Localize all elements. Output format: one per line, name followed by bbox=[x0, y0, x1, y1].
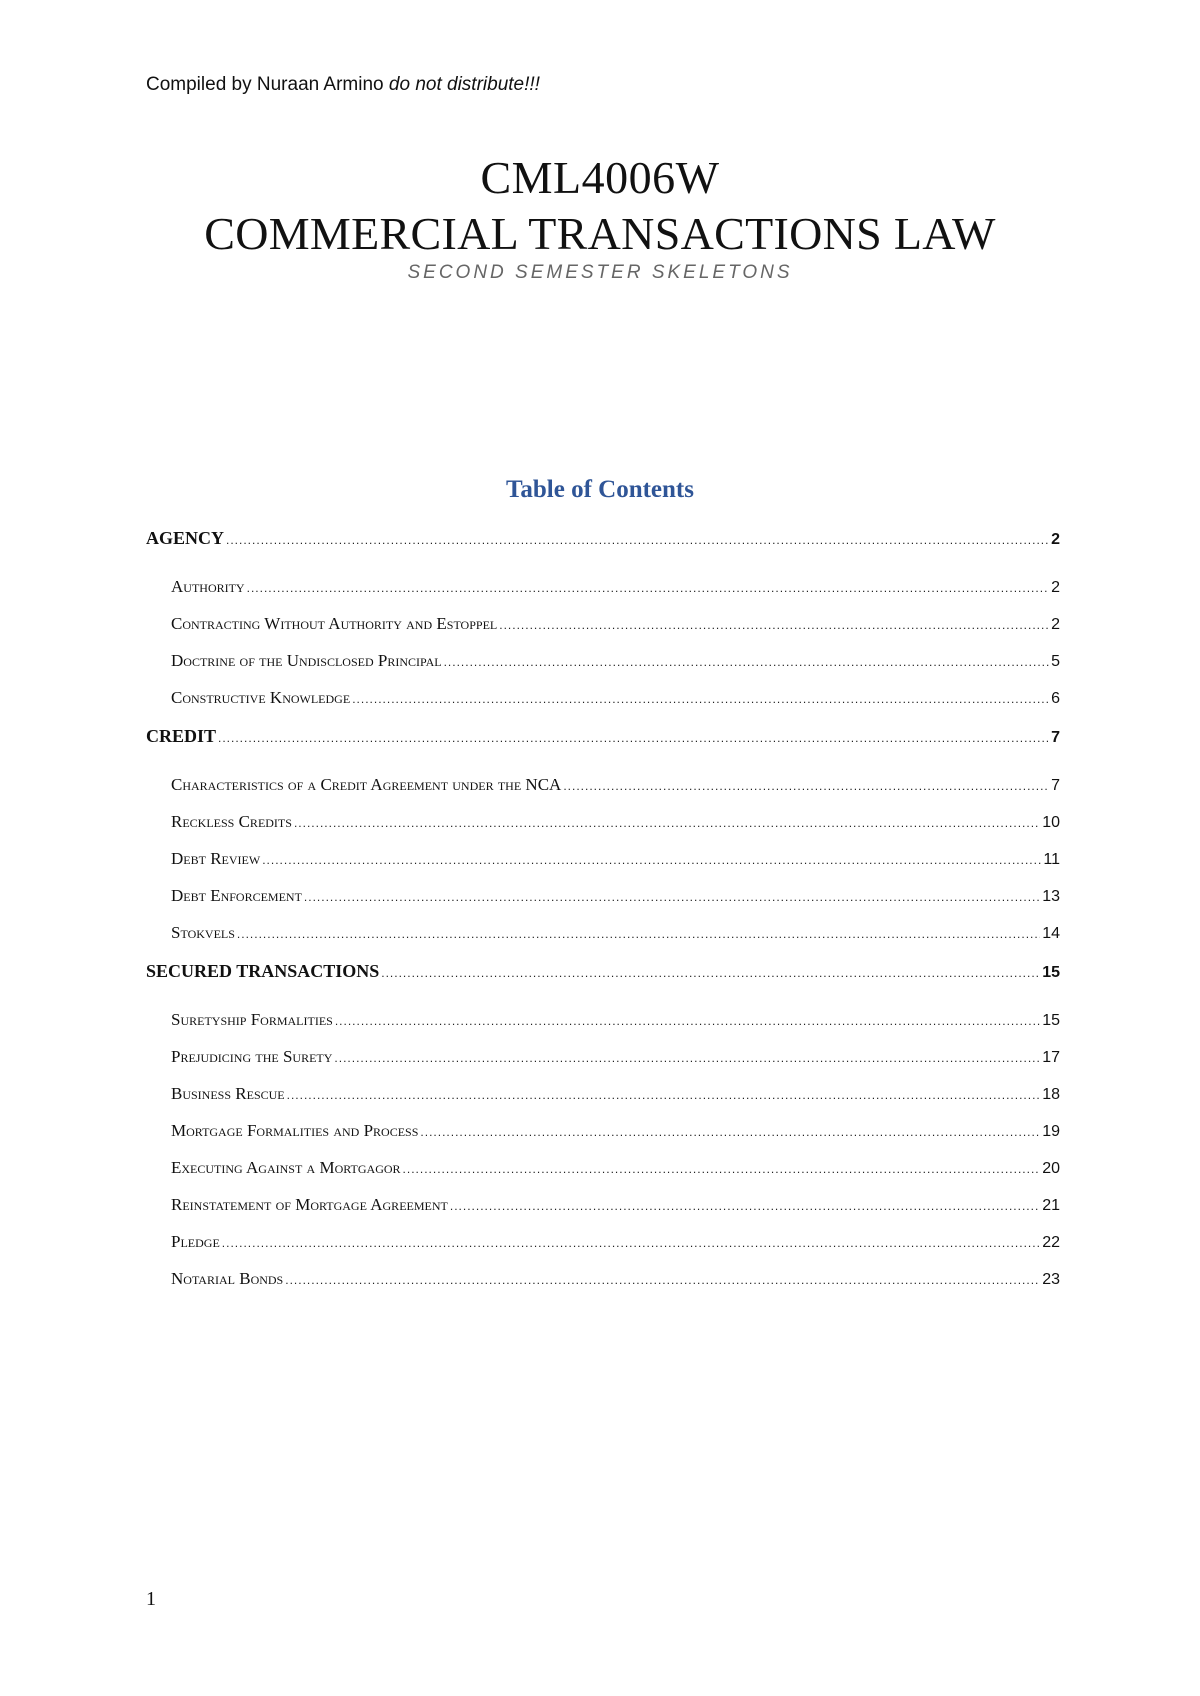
toc-entry-suretyship-formalities[interactable] bbox=[146, 1003, 1060, 1040]
toc-entry-label: Contracting Without Authority and Estoppel bbox=[171, 614, 498, 633]
toc-entry-page: 7 bbox=[1051, 729, 1060, 746]
dot-leader bbox=[352, 682, 1049, 716]
toc-entry-page: 17 bbox=[1042, 1049, 1060, 1066]
toc-section-secured-transactions bbox=[146, 953, 1060, 1299]
dot-leader bbox=[222, 1226, 1040, 1260]
toc-entry-label: Doctrine of the Undisclosed Principal bbox=[171, 651, 442, 670]
toc-entry-label: Constructive Knowledge bbox=[171, 688, 351, 707]
toc-entry-page: 5 bbox=[1051, 653, 1060, 670]
toc-entry-label: Reinstatement of Mortgage Agreement bbox=[171, 1195, 448, 1214]
compiled-by-text: Compiled by Nuraan Armino bbox=[146, 74, 384, 95]
toc-entry-page: 14 bbox=[1042, 925, 1060, 942]
dot-leader bbox=[287, 1078, 1041, 1112]
toc-entry-page: 10 bbox=[1042, 814, 1060, 831]
dot-leader bbox=[294, 806, 1040, 840]
toc-entry-stokvels[interactable] bbox=[146, 916, 1060, 953]
toc-entry-page: 6 bbox=[1051, 690, 1060, 707]
toc-heading: Table of Contents bbox=[506, 476, 694, 503]
toc-entry-label: Prejudicing the Surety bbox=[171, 1047, 333, 1066]
toc-entry-label: Mortgage Formalities and Process bbox=[171, 1121, 419, 1140]
toc-entry-contracting-without-authority[interactable] bbox=[146, 607, 1060, 644]
dot-leader bbox=[304, 880, 1040, 914]
toc-entry-label: Authority bbox=[171, 577, 245, 596]
dot-leader bbox=[218, 720, 1049, 756]
toc-entry-mortgage-formalities[interactable] bbox=[146, 1114, 1060, 1151]
toc-entry-credit[interactable] bbox=[146, 718, 1060, 768]
toc-entry-label: AGENCY bbox=[146, 528, 225, 548]
toc-entry-pledge[interactable] bbox=[146, 1225, 1060, 1262]
title-block bbox=[0, 150, 1200, 284]
dot-leader bbox=[420, 1115, 1040, 1149]
page-number: 1 bbox=[146, 1588, 156, 1610]
toc-entry-page: 15 bbox=[1042, 964, 1060, 981]
dot-leader bbox=[262, 843, 1041, 877]
dot-leader bbox=[334, 1041, 1040, 1075]
dot-leader bbox=[444, 645, 1050, 679]
toc-entry-label: Executing Against a Mortgagor bbox=[171, 1158, 401, 1177]
toc-entry-page: 7 bbox=[1051, 777, 1060, 794]
toc-entry-label: Suretyship Formalities bbox=[171, 1010, 333, 1029]
toc-section-agency bbox=[146, 520, 1060, 718]
toc-entry-label: Reckless Credits bbox=[171, 812, 292, 831]
toc-entry-debt-review[interactable] bbox=[146, 842, 1060, 879]
toc-entry-secured-transactions[interactable] bbox=[146, 953, 1060, 1003]
dot-leader bbox=[450, 1189, 1040, 1223]
course-code: CML4006W bbox=[480, 152, 720, 203]
toc-entry-label: Business Rescue bbox=[171, 1084, 285, 1103]
toc-entry-page: 21 bbox=[1042, 1197, 1060, 1214]
toc-entry-business-rescue[interactable] bbox=[146, 1077, 1060, 1114]
toc-entry-label: SECURED TRANSACTIONS bbox=[146, 961, 380, 981]
toc-entry-label: Notarial Bonds bbox=[171, 1269, 284, 1288]
dot-leader bbox=[237, 917, 1040, 951]
toc-entry-agency[interactable] bbox=[146, 520, 1060, 570]
toc-entry-page: 2 bbox=[1051, 579, 1060, 596]
warning-text: do not distribute!!! bbox=[388, 74, 540, 95]
toc-entry-label: Debt Enforcement bbox=[171, 886, 302, 905]
toc-entry-label: Characteristics of a Credit Agreement under the NCA bbox=[171, 775, 562, 794]
toc-entry-prejudicing-the-surety[interactable] bbox=[146, 1040, 1060, 1077]
toc-entry-notarial-bonds[interactable] bbox=[146, 1262, 1060, 1299]
subtitle: SECOND SEMESTER SKELETONS bbox=[407, 262, 793, 283]
toc-entry-credit-agreement-characteristics[interactable] bbox=[146, 768, 1060, 805]
toc-entry-page: 2 bbox=[1051, 616, 1060, 633]
toc-entry-label: CREDIT bbox=[146, 726, 217, 746]
toc-section-credit bbox=[146, 718, 1060, 953]
toc-entry-label: Stokvels bbox=[171, 923, 235, 942]
toc-entry-debt-enforcement[interactable] bbox=[146, 879, 1060, 916]
toc-entry-page: 19 bbox=[1042, 1123, 1060, 1140]
dot-leader bbox=[247, 571, 1049, 605]
toc-entry-page: 11 bbox=[1043, 851, 1060, 868]
toc-entry-executing-against-mortgagor[interactable] bbox=[146, 1151, 1060, 1188]
toc-entry-label: Pledge bbox=[171, 1232, 220, 1251]
toc-entry-page: 20 bbox=[1042, 1160, 1060, 1177]
table-of-contents bbox=[146, 520, 1060, 1299]
toc-entry-undisclosed-principal[interactable] bbox=[146, 644, 1060, 681]
dot-leader bbox=[563, 769, 1049, 803]
toc-entry-page: 15 bbox=[1042, 1012, 1060, 1029]
toc-entry-constructive-knowledge[interactable] bbox=[146, 681, 1060, 718]
toc-entry-page: 18 bbox=[1042, 1086, 1060, 1103]
dot-leader bbox=[285, 1263, 1040, 1297]
toc-entry-reinstatement-of-mortgage[interactable] bbox=[146, 1188, 1060, 1225]
dot-leader bbox=[381, 955, 1040, 991]
dot-leader bbox=[403, 1152, 1041, 1186]
dot-leader bbox=[499, 608, 1049, 642]
dot-leader bbox=[335, 1004, 1040, 1038]
toc-entry-authority[interactable] bbox=[146, 570, 1060, 607]
toc-entry-page: 23 bbox=[1042, 1271, 1060, 1288]
toc-entry-page: 2 bbox=[1051, 531, 1060, 548]
toc-entry-page: 22 bbox=[1042, 1234, 1060, 1251]
toc-entry-page: 13 bbox=[1042, 888, 1060, 905]
toc-entry-reckless-credits[interactable] bbox=[146, 805, 1060, 842]
header-note bbox=[146, 74, 540, 96]
toc-entry-label: Debt Review bbox=[171, 849, 261, 868]
dot-leader bbox=[226, 522, 1049, 558]
course-name: COMMERCIAL TRANSACTIONS LAW bbox=[204, 208, 996, 259]
